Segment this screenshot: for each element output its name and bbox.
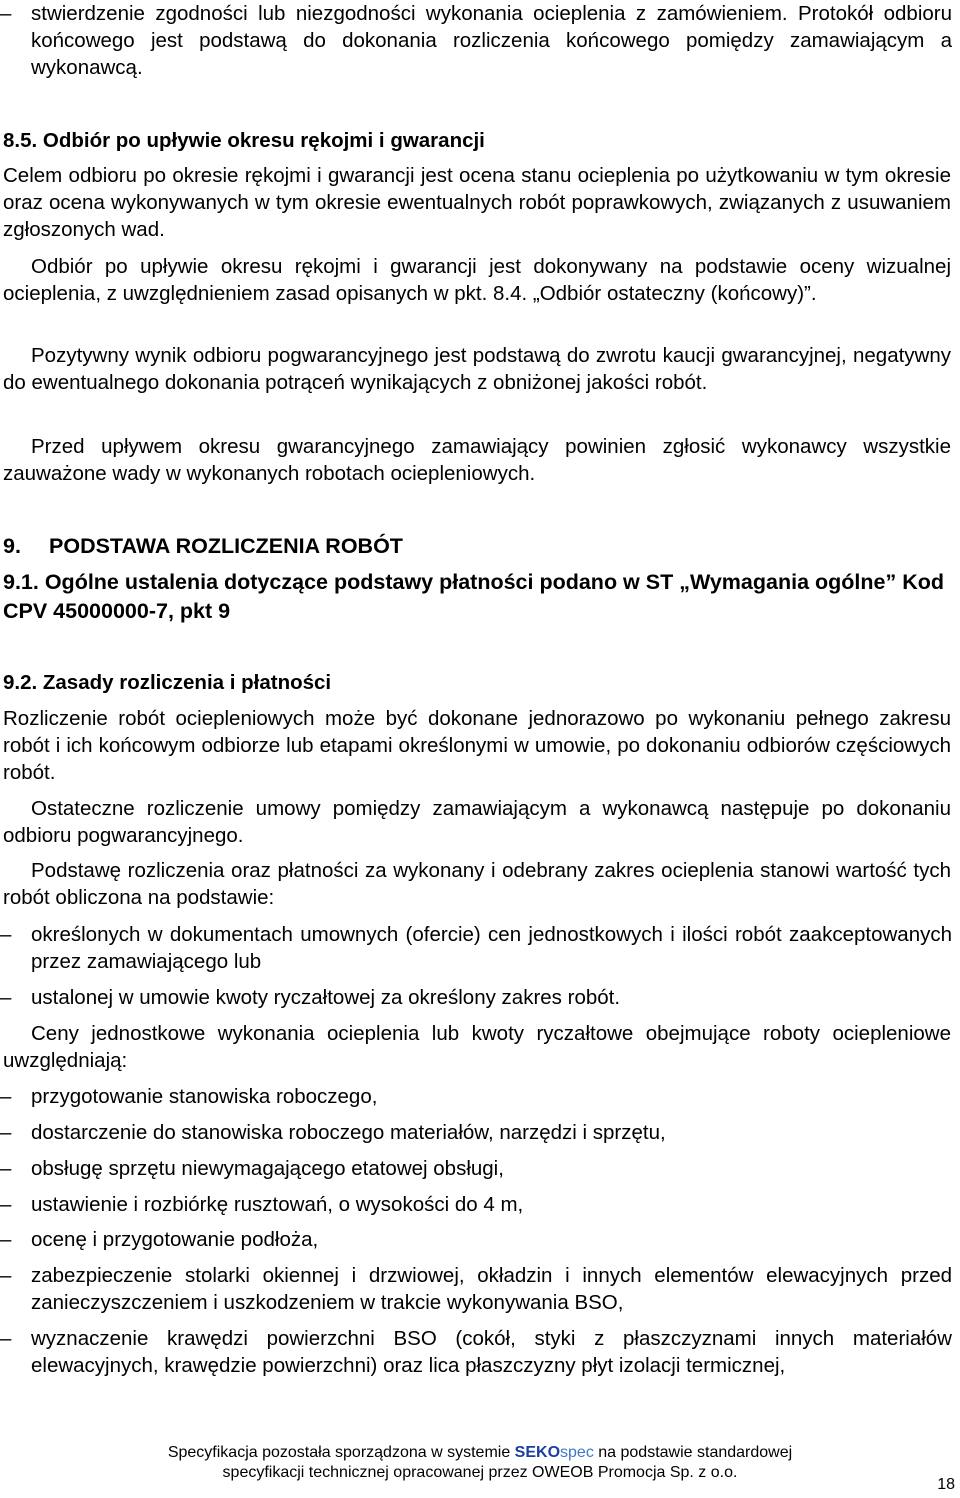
dash-bullet: – (0, 1085, 12, 1108)
includes-item-text: zabezpieczenie stolarki okiennej i drzwiowej, okładzin i innych elementów elewacyjnych przed zanieczyszczeniem i uszkodzeniem w trakcie wykonywania BSO, (31, 1264, 952, 1314)
section-9-2-paragraph-1: Rozliczenie robót ociepleniowych może być dokonane jednorazowo po wykonaniu pełnego zakresu robót i ich końcowym odbiorze lub etapami określonymi w umowie, po dokonaniu odbiorów częściowych robót. (3, 707, 951, 784)
dash-bullet: – (0, 1327, 12, 1350)
sekospec-logo-seko: SEKO (514, 1444, 561, 1461)
includes-list-item (0, 1325, 952, 1379)
includes-list-item (0, 1155, 952, 1182)
basis-list-item (0, 921, 952, 975)
includes-item-text: ocenę i przygotowanie podłoża, (31, 1228, 319, 1251)
section-9-2-heading: 9.2. Zasady rozliczenia i płatności (3, 671, 332, 694)
basis-item-text: ustalonej w umowie kwoty ryczałtowej za określony zakres robót. (31, 986, 621, 1009)
dash-bullet: – (0, 1157, 12, 1180)
dash-bullet: – (0, 1121, 12, 1144)
dash-bullet: – (0, 1228, 12, 1251)
section-9-title: PODSTAWA ROZLICZENIA ROBÓT (49, 534, 403, 558)
dash-bullet: – (0, 1264, 12, 1287)
section-8-5-paragraph-2: Odbiór po upływie okresu rękojmi i gwarancji jest dokonywany na podstawie oceny wizualnej ocieplenia, z uwzględnieniem zasad opisanych w pkt. 8.4. „Odbiór ostateczny (końcowy)”. (3, 255, 951, 305)
footer-line-2: specyfikacji technicznej opracowanej przez OWEOB Promocja Sp. z o.o. (222, 1464, 738, 1481)
page-footer (0, 1443, 960, 1483)
section-8-5-paragraph-4: Przed upływem okresu gwarancyjnego zamawiający powinien zgłosić wykonawcy wszystkie zauważone wady w wykonanych robotach ociepleniowych. (3, 435, 951, 485)
dash-bullet: – (0, 1193, 12, 1216)
section-9-2-paragraph-3: Podstawę rozliczenia oraz płatności za wykonany i odebrany zakres ocieplenia stanowi wartość tych robót obliczona na podstawie: (3, 859, 951, 909)
includes-list-item (0, 1262, 952, 1316)
page-number: 18 (937, 1476, 955, 1493)
includes-list-item (0, 1083, 952, 1110)
footer-line-1 (0, 1443, 960, 1463)
section-9-heading (3, 532, 403, 560)
section-9-number: 9. (3, 534, 21, 558)
sekospec-logo-spec: spec (560, 1444, 594, 1461)
section-9-2-paragraph-2: Ostateczne rozliczenie umowy pomiędzy zamawiającym a wykonawcą następuje po dokonaniu odbioru pogwarancyjnego. (3, 797, 951, 847)
includes-item-text: obsługę sprzętu niewymagającego etatowej obsługi, (31, 1157, 504, 1180)
includes-item-text: ustawienie i rozbiórkę rusztowań, o wysokości do 4 m, (31, 1193, 524, 1216)
includes-item-text: przygotowanie stanowiska roboczego, (31, 1085, 378, 1108)
section-8-5-paragraph-3: Pozytywny wynik odbioru pogwarancyjnego jest podstawą do zwrotu kaucji gwarancyjnej, negatywny do ewentualnego dokonania potrąceń wynikających z obniżonej jakości robót. (3, 344, 951, 394)
dash-bullet: – (0, 923, 12, 946)
basis-item-text: określonych w dokumentach umownych (ofercie) cen jednostkowych i ilości robót zaakceptowanych przez zamawiającego lub (31, 923, 952, 973)
intro-item-text: stwierdzenie zgodności lub niezgodności wykonania ocieplenia z zamówieniem. Protokół odbioru końcowego jest podstawą do dokonania rozliczenia końcowego pomiędzy zamawiającym a wykonawcą. (31, 2, 952, 79)
includes-list-item (0, 1191, 952, 1218)
includes-list-item (0, 1226, 952, 1253)
intro-list-item (0, 0, 952, 81)
basis-list-item (0, 984, 952, 1011)
footer-text: na podstawie standardowej (593, 1444, 793, 1461)
section-9-2-paragraph-4: Ceny jednostkowe wykonania ocieplenia lub kwoty ryczałtowe obejmujące roboty ociepleniowe uwzględniają: (3, 1022, 951, 1072)
includes-item-text: dostarczenie do stanowiska roboczego materiałów, narzędzi i sprzętu, (31, 1121, 666, 1144)
section-8-5-heading: 8.5. Odbiór po upływie okresu rękojmi i gwarancji (3, 129, 485, 152)
includes-item-text: wyznaczenie krawędzi powierzchni BSO (cokół, styki z płaszczyznami innych materiałów elewacyjnych, krawędzie powierzchni) oraz lica płaszczyzny płyt izolacji termicznej, (31, 1327, 952, 1377)
dash-bullet: – (0, 986, 12, 1009)
dash-bullet: – (0, 2, 12, 25)
section-8-5-paragraph-1: Celem odbioru po okresie rękojmi i gwarancji jest ocena stanu ocieplenia po użytkowaniu w tym okresie oraz ocena wykonywanych w tym okresie ewentualnych robót poprawkowych, związanych z usuwaniem zgłoszonych wad. (3, 164, 951, 241)
footer-text: Specyfikacja pozostała sporządzona w systemie (167, 1444, 515, 1461)
section-9-1-heading: 9.1. Ogólne ustalenia dotyczące podstawy płatności podano w ST „Wymagania ogólne” Kod CPV 45000000-7, pkt 9 (3, 570, 944, 623)
includes-list-item (0, 1119, 952, 1146)
